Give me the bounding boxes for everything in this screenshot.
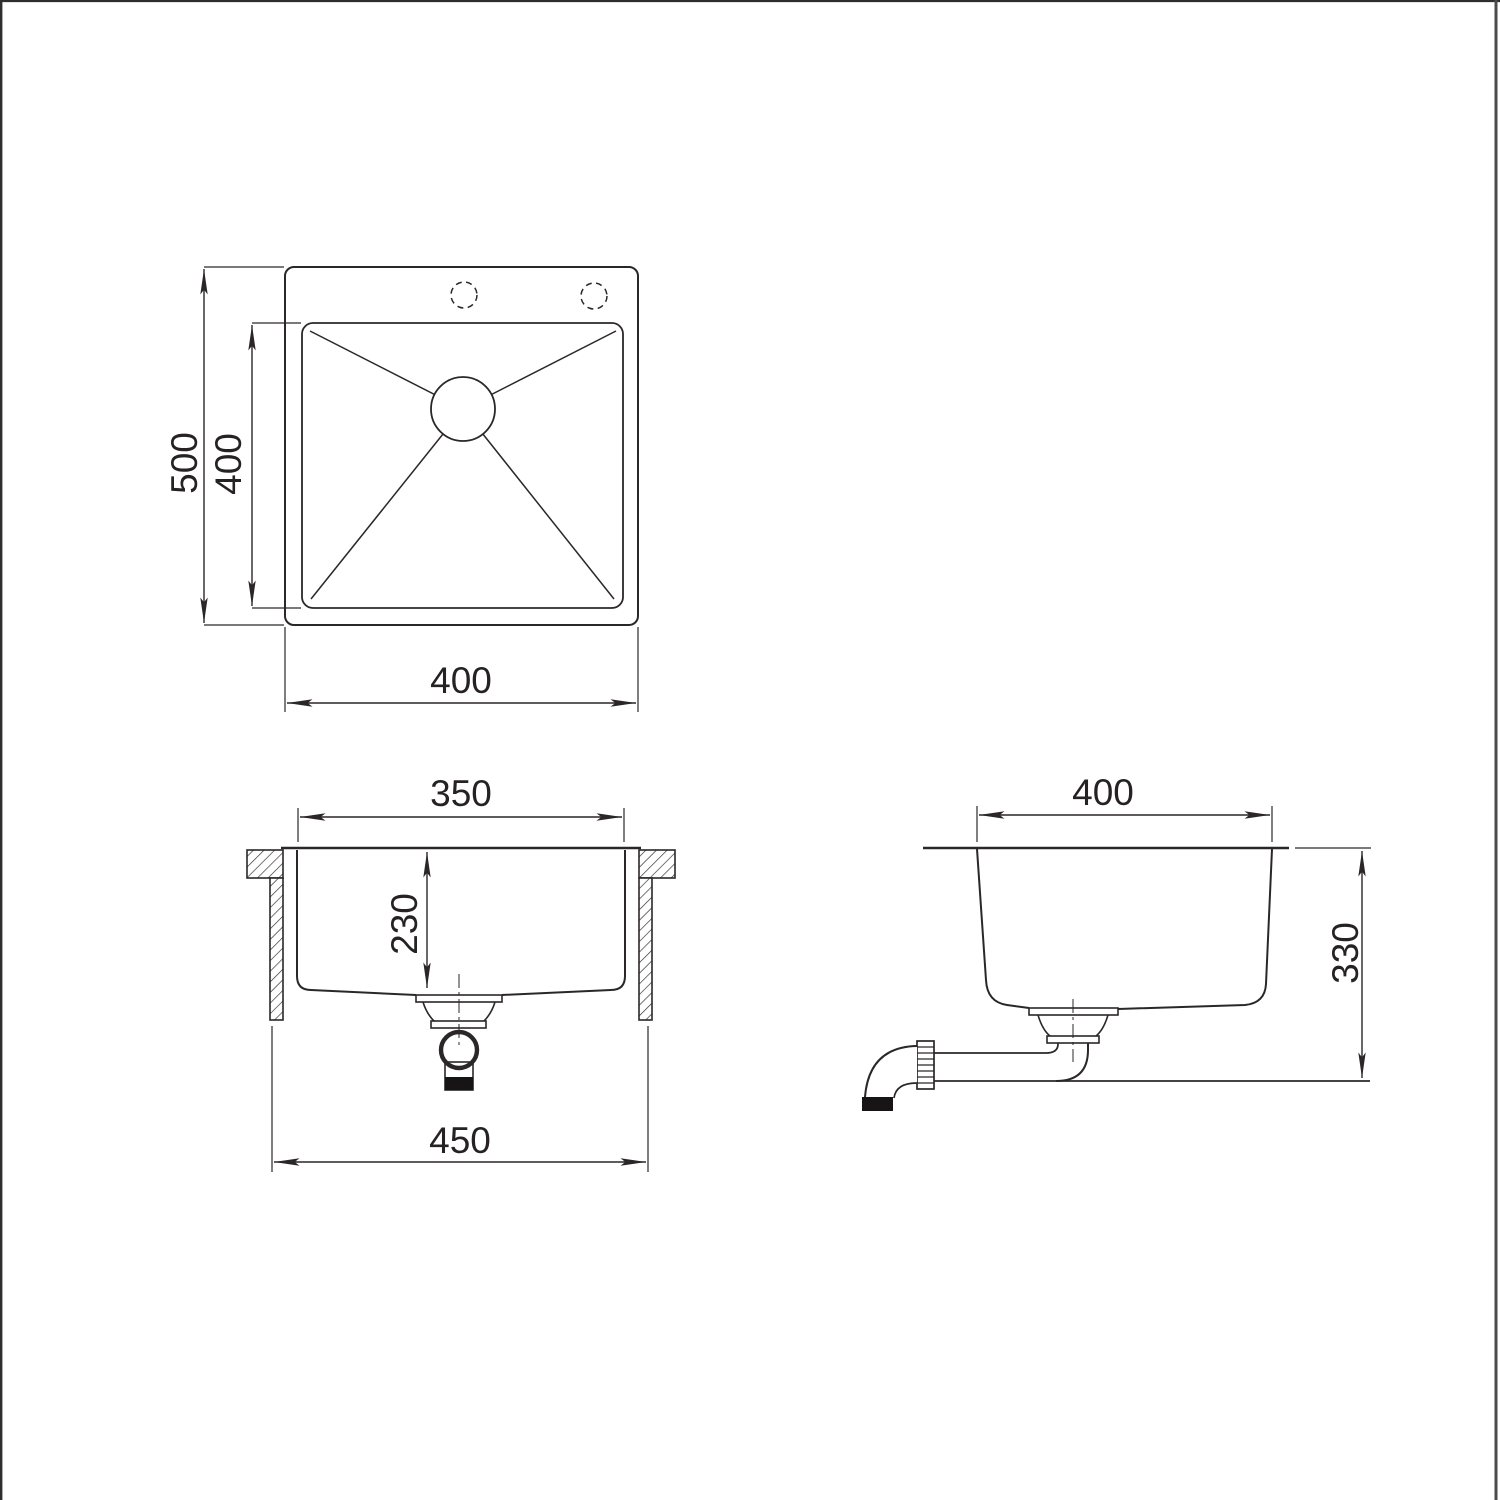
strainer-cup-right (484, 1002, 495, 1021)
trap-pipe-outer (1056, 1043, 1088, 1081)
dim-label-400-length: 400 (1072, 772, 1134, 813)
counter-slab-right (639, 850, 675, 878)
bowl-wall-back (1118, 849, 1272, 1009)
side-view (862, 772, 1371, 1111)
top-view (164, 267, 638, 712)
bowl-wall-right (502, 850, 625, 995)
dim-label-500: 500 (164, 432, 205, 494)
drain-hole (431, 377, 495, 441)
cabinet-panel-left (270, 878, 283, 1020)
faucet-hole-left (451, 282, 477, 308)
tailpipe-end-cap (445, 1077, 473, 1090)
dim-label-450: 450 (429, 1120, 491, 1161)
strainer-cup-left (423, 1002, 434, 1021)
dim-label-350: 350 (430, 773, 492, 814)
counter-slab-left (247, 850, 283, 878)
strainer-cup-side-right (1096, 1015, 1108, 1036)
sink-outer-outline (285, 267, 638, 625)
dim-label-400-width: 400 (430, 660, 492, 701)
dimension-400-bowl (252, 323, 301, 608)
dim-label-400-bowl: 400 (208, 433, 249, 495)
coupling-nut (917, 1041, 934, 1089)
trap-pipe-inner (934, 1043, 1058, 1053)
faucet-hole-right (581, 283, 607, 309)
outlet-end-cap (862, 1097, 893, 1111)
bowl-wall-front (977, 849, 1029, 1008)
dim-label-330: 330 (1325, 922, 1366, 984)
bowl-slope-lines (310, 331, 616, 599)
elbow-fill (865, 1046, 917, 1098)
front-view (247, 773, 675, 1172)
sink-bowl-outline (302, 323, 623, 608)
cabinet-panel-right (639, 878, 652, 1020)
dim-label-230: 230 (384, 893, 425, 955)
strainer-cup-side-left (1038, 1015, 1050, 1036)
